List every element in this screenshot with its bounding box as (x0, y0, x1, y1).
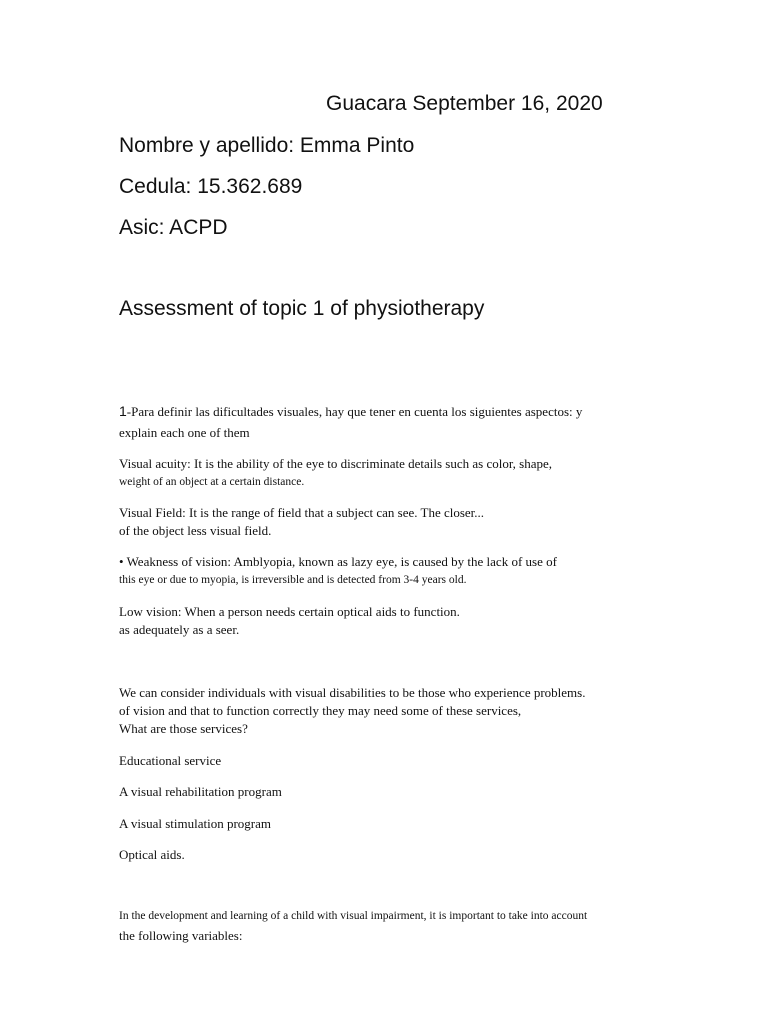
question-1 (119, 402, 582, 442)
item-visual-field: Visual Field: It is the range of field that a subject can see. The closer... of the object less visual field. (119, 505, 485, 538)
question-1-number: 1 (119, 403, 127, 419)
student-id: Cedula: 15.362.689 (119, 175, 303, 198)
item-low-vision: Low vision: When a person needs certain optical aids to function. as adequately as a seer. (119, 604, 460, 637)
question-2: We can consider individuals with visual disabilities to be those who experience problems. of vision and that to function correctly they may need some of these services, What are those services? (119, 685, 586, 736)
question-1-line-2: explain each one of them (119, 425, 250, 440)
place-date: Guacara September 16, 2020 (326, 92, 603, 115)
item-weakness-of-vision: • Weakness of vision: Amblyopia, known as lazy eye, is caused by the lack of use of this eye or due to myopia, is irreversible and is detected from 3-4 years old. (119, 554, 557, 586)
asic-field: Asic: ACPD (119, 216, 228, 239)
service-item: Educational service (119, 753, 222, 768)
student-name: Nombre y apellido: Emma Pinto (119, 134, 415, 157)
assessment-title: Assessment of topic 1 of physiotherapy (119, 297, 485, 320)
service-item: A visual rehabilitation program (119, 784, 282, 799)
service-item: Optical aids. (119, 847, 185, 862)
question-1-line-1: 1-Para definir las dificultades visuales, hay que tener en cuenta los siguientes aspectos: y (119, 403, 583, 419)
service-item: A visual stimulation program (119, 816, 272, 831)
item-visual-acuity: Visual acuity: It is the ability of the eye to discriminate details such as color, shape, weight of an object at a certain distance. (119, 456, 552, 488)
question-3: In the development and learning of a child with visual impairment, it is important to take into account the following variables: (119, 910, 588, 943)
